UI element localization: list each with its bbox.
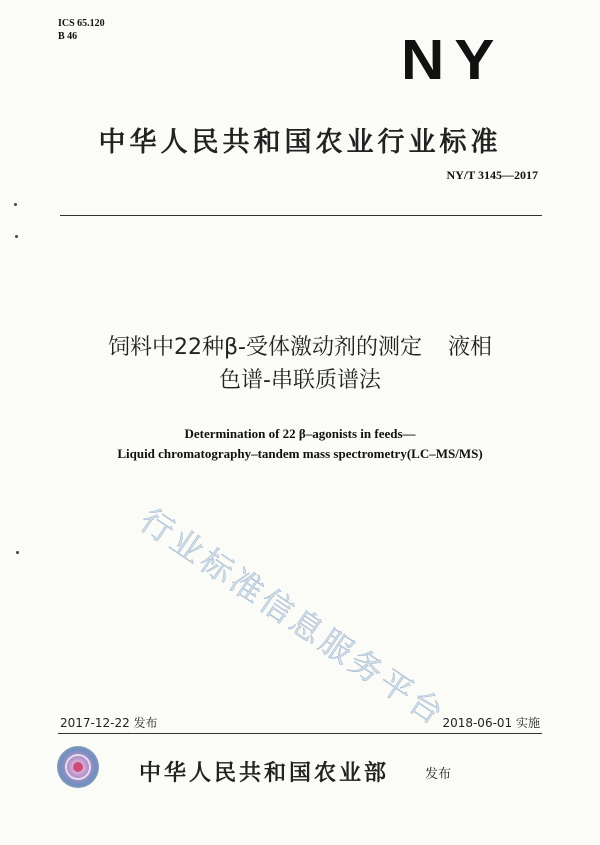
ics-code: ICS 65.120 <box>58 18 105 29</box>
ny-logo: NY <box>401 27 505 92</box>
chinese-title-part-a: 饲料中22种β-受体激动剂的测定 <box>108 335 422 360</box>
scan-speck <box>15 235 18 238</box>
top-divider <box>60 215 542 216</box>
ministry-emblem-icon <box>57 746 99 788</box>
issue-date: 2017-12-22 发布 <box>60 716 158 730</box>
bottom-divider <box>58 733 542 734</box>
english-title-line-1: Determination of 22 β–agonists in feeds— <box>184 426 416 441</box>
issuing-ministry: 中华人民共和国农业部 <box>139 760 390 786</box>
watermark-stamp: 行业标准信息服务平台 <box>133 500 454 734</box>
ccs-code: B 46 <box>58 31 78 42</box>
scan-speck <box>14 203 17 206</box>
chinese-title-line-1 <box>0 331 600 364</box>
english-title-line-2: Liquid chromatography–tandem mass spectrometry(LC–MS/MS) <box>117 446 483 461</box>
scan-speck <box>16 551 19 554</box>
industry-standard-heading: 中华人民共和国农业行业标准 <box>98 127 502 158</box>
implementation-date: 2018-06-01 实施 <box>442 716 540 730</box>
publish-label: 发布 <box>425 767 452 782</box>
english-title <box>0 424 600 464</box>
chinese-title-line-2: 色谱-串联质谱法 <box>219 368 381 393</box>
standard-number: NY/T 3145—2017 <box>446 168 538 182</box>
chinese-title-part-b: 液相 <box>447 335 492 360</box>
classification-codes <box>58 17 105 43</box>
chinese-title <box>0 331 600 397</box>
